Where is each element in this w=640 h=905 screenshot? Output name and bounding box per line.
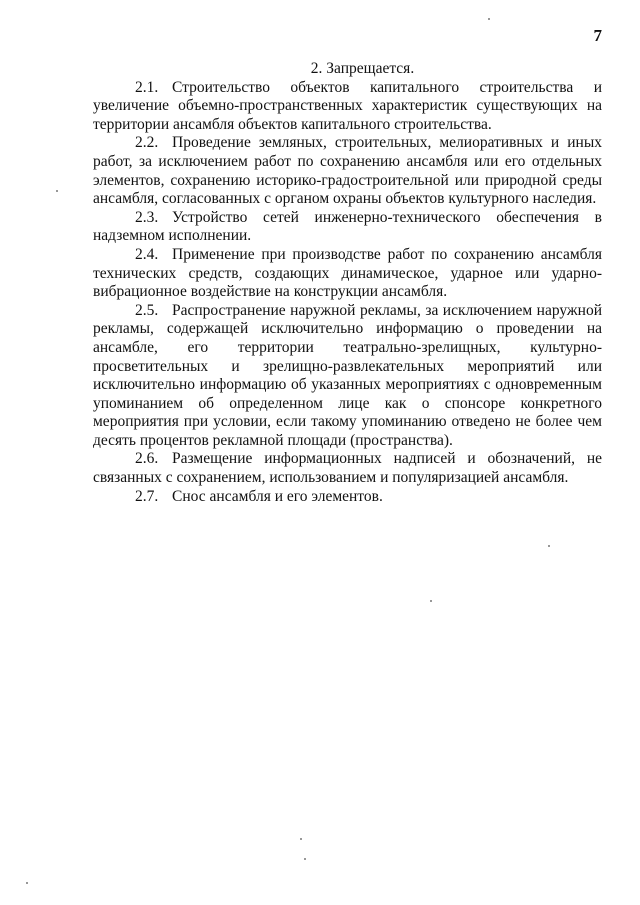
paragraph-text: Снос ансамбля и его элементов. <box>172 487 383 505</box>
paragraph-number: 2.4. <box>135 245 159 263</box>
paragraph-2-5 <box>93 302 602 451</box>
paragraph-text: Устройство сетей инженерно-технического обеспечения в надземном исполнении. <box>93 208 602 245</box>
paragraph-2-7 <box>93 488 602 507</box>
paragraph-text: Размещение информационных надписей и обозначений, не связанных с сохранением, использованием и популяризацией ансамбля. <box>93 450 602 487</box>
paragraph-number: 2.3. <box>135 208 159 226</box>
paragraph-number: 2.1. <box>135 78 159 96</box>
paragraph-number: 2.7. <box>135 487 159 505</box>
scan-speck <box>26 882 28 884</box>
paragraph-2-3 <box>93 209 602 246</box>
page-number: 7 <box>593 26 602 45</box>
paragraph-number: 2.6. <box>135 450 159 468</box>
paragraph-number: 2.2. <box>135 134 159 152</box>
paragraph-text: Распространение наружной рекламы, за исключением наружной рекламы, содержащей исключительно информацию о проведении на ансамбле, его территории театрально-зрелищных, культурно-просветительных и зрелищно-развлекательных мероприятий или исключительно информацию об указанных мероприятиях с одновременным упоминанием об определенном лице как о спонсоре конкретного мероприятия при условии, если такому упоминанию отведено не более чем десять процентов рекламной площади (пространства). <box>93 301 602 449</box>
paragraph-2-1 <box>93 79 602 135</box>
scan-speck <box>430 600 432 602</box>
document-body <box>93 60 602 506</box>
paragraph-2-2 <box>93 134 602 208</box>
scan-speck <box>548 545 550 547</box>
scan-speck <box>488 18 490 20</box>
paragraph-2-6 <box>93 450 602 487</box>
scan-speck <box>56 190 58 192</box>
paragraph-text: Проведение земляных, строительных, мелиоративных и иных работ, за исключением работ по сохранению ансамбля или его отдельных элементов, сохранению историко-градостроительной или природной среды ансамбля, согласованных с органом охраны объектов культурного наследия. <box>93 134 602 208</box>
scan-speck <box>304 858 306 860</box>
paragraph-2-4 <box>93 246 602 302</box>
section-title: 2. Запрещается. <box>310 60 415 77</box>
paragraph-text: Применение при производстве работ по сохранению ансамбля технических средств, создающих динамическое, ударное или ударно-вибрационное воздействие на конструкции ансамбля. <box>93 245 602 301</box>
paragraph-number: 2.5. <box>135 301 159 319</box>
scan-speck <box>300 838 302 840</box>
paragraph-text: Строительство объектов капитального строительства и увеличение объемно-пространственных характеристик существующих на территории ансамбля объектов капитального строительства. <box>93 78 602 133</box>
